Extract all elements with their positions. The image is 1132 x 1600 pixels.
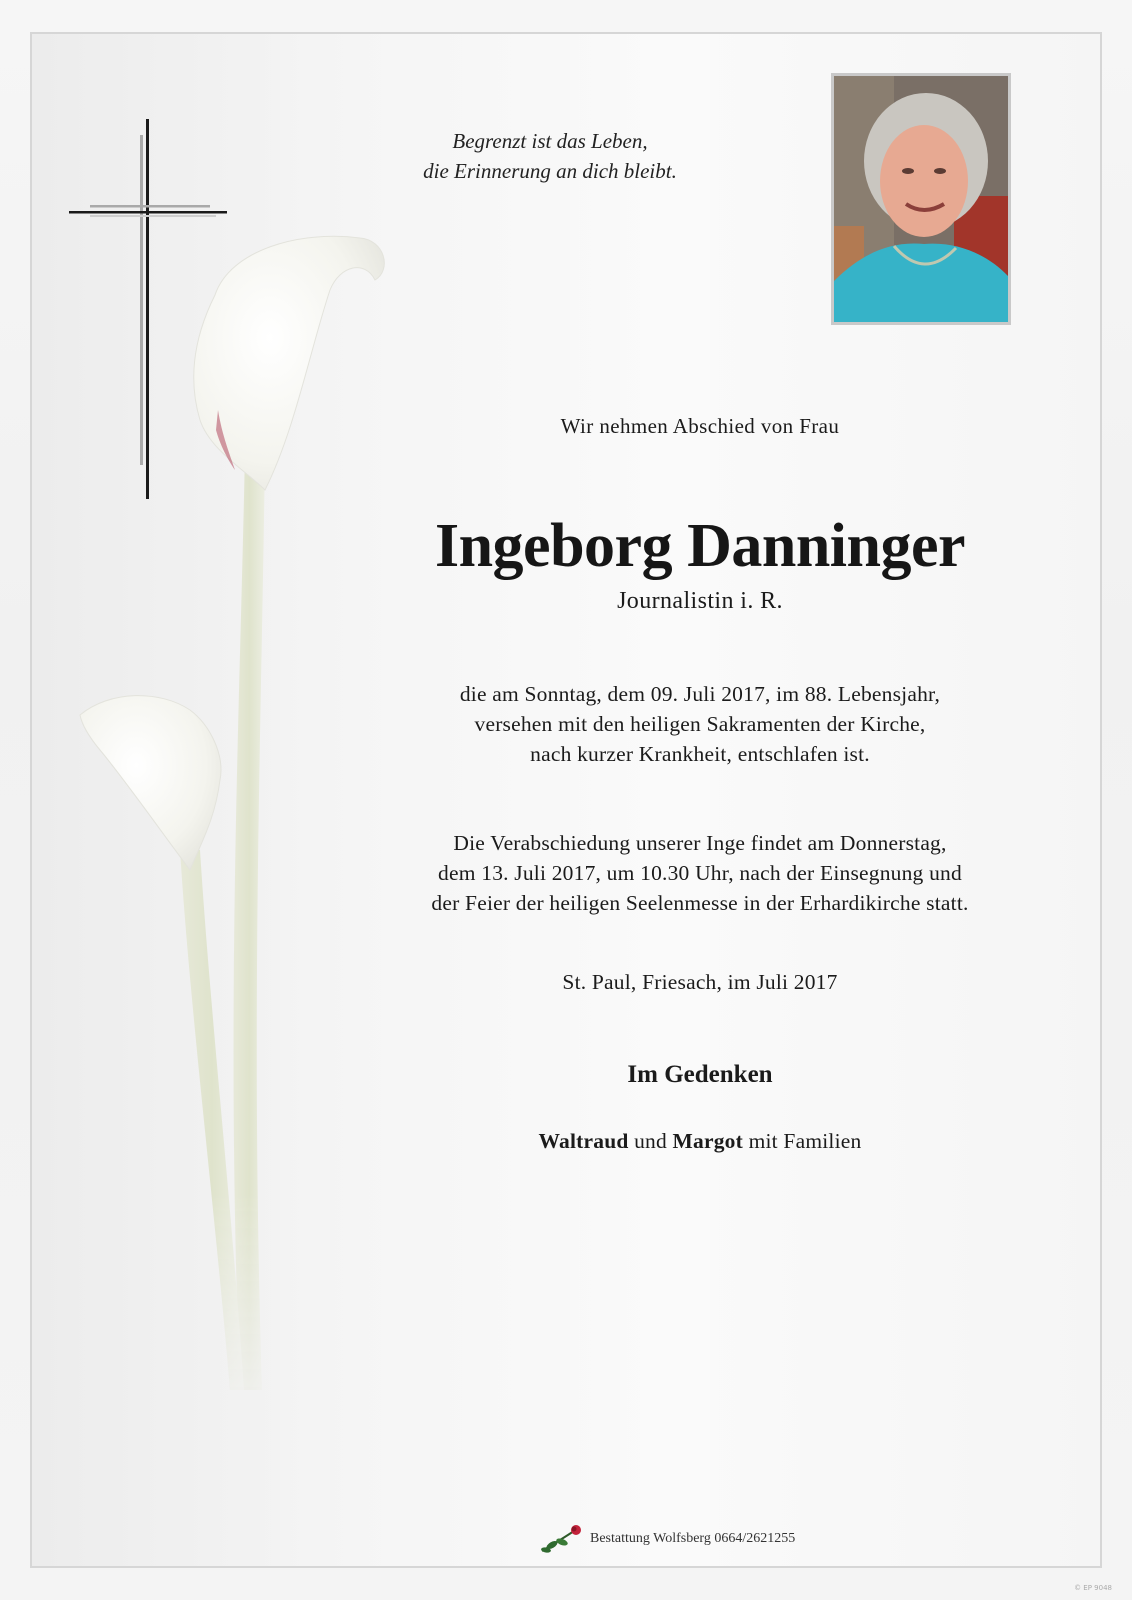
paragraph-line: Die Verabschiedung unserer Inge findet am Donnerstag, — [453, 831, 947, 855]
funeral-details-paragraph — [330, 828, 1070, 918]
rose-icon — [538, 1523, 588, 1555]
profession: Journalistin i. R. — [617, 588, 783, 614]
family-suffix: mit Familien — [748, 1129, 862, 1153]
undertaker-text: Bestattung Wolfsberg 0664/2621255 — [590, 1531, 796, 1546]
paragraph-line: nach kurzer Krankheit, entschlafen ist. — [530, 742, 870, 766]
family-name-2: Margot — [672, 1129, 743, 1153]
death-announcement-paragraph — [330, 679, 1070, 769]
paragraph-line: die am Sonntag, dem 09. Juli 2017, im 88. Lebensjahr, — [459, 682, 941, 706]
family-and: und — [634, 1129, 667, 1153]
document-code: © EP 9048 — [1074, 1584, 1112, 1592]
paragraph-line: versehen mit den heiligen Sakramenten der Kirche, — [474, 712, 926, 736]
quote-line-2: die Erinnerung an dich bleibt. — [423, 159, 677, 183]
intro-text: Wir nehmen Abschied von Frau — [560, 414, 840, 438]
family-name-1: Waltraud — [538, 1129, 629, 1153]
quote-line-1: Begrenzt ist das Leben, — [452, 129, 648, 153]
undertaker-footer — [538, 1522, 795, 1556]
paragraph-line: der Feier der heiligen Seelenmesse in der Erhardikirche statt. — [431, 891, 969, 915]
place-date: St. Paul, Friesach, im Juli 2017 — [562, 970, 838, 994]
family-signature — [330, 1129, 1070, 1154]
cross-icon — [60, 115, 230, 505]
memorial-heading: Im Gedenken — [627, 1061, 773, 1088]
paragraph-line: dem 13. Juli 2017, um 10.30 Uhr, nach der Einsegnung und — [438, 861, 962, 885]
portrait-photo — [831, 73, 1011, 325]
epigraph-quote — [340, 126, 760, 186]
deceased-name: Ingeborg Danninger — [434, 512, 966, 580]
